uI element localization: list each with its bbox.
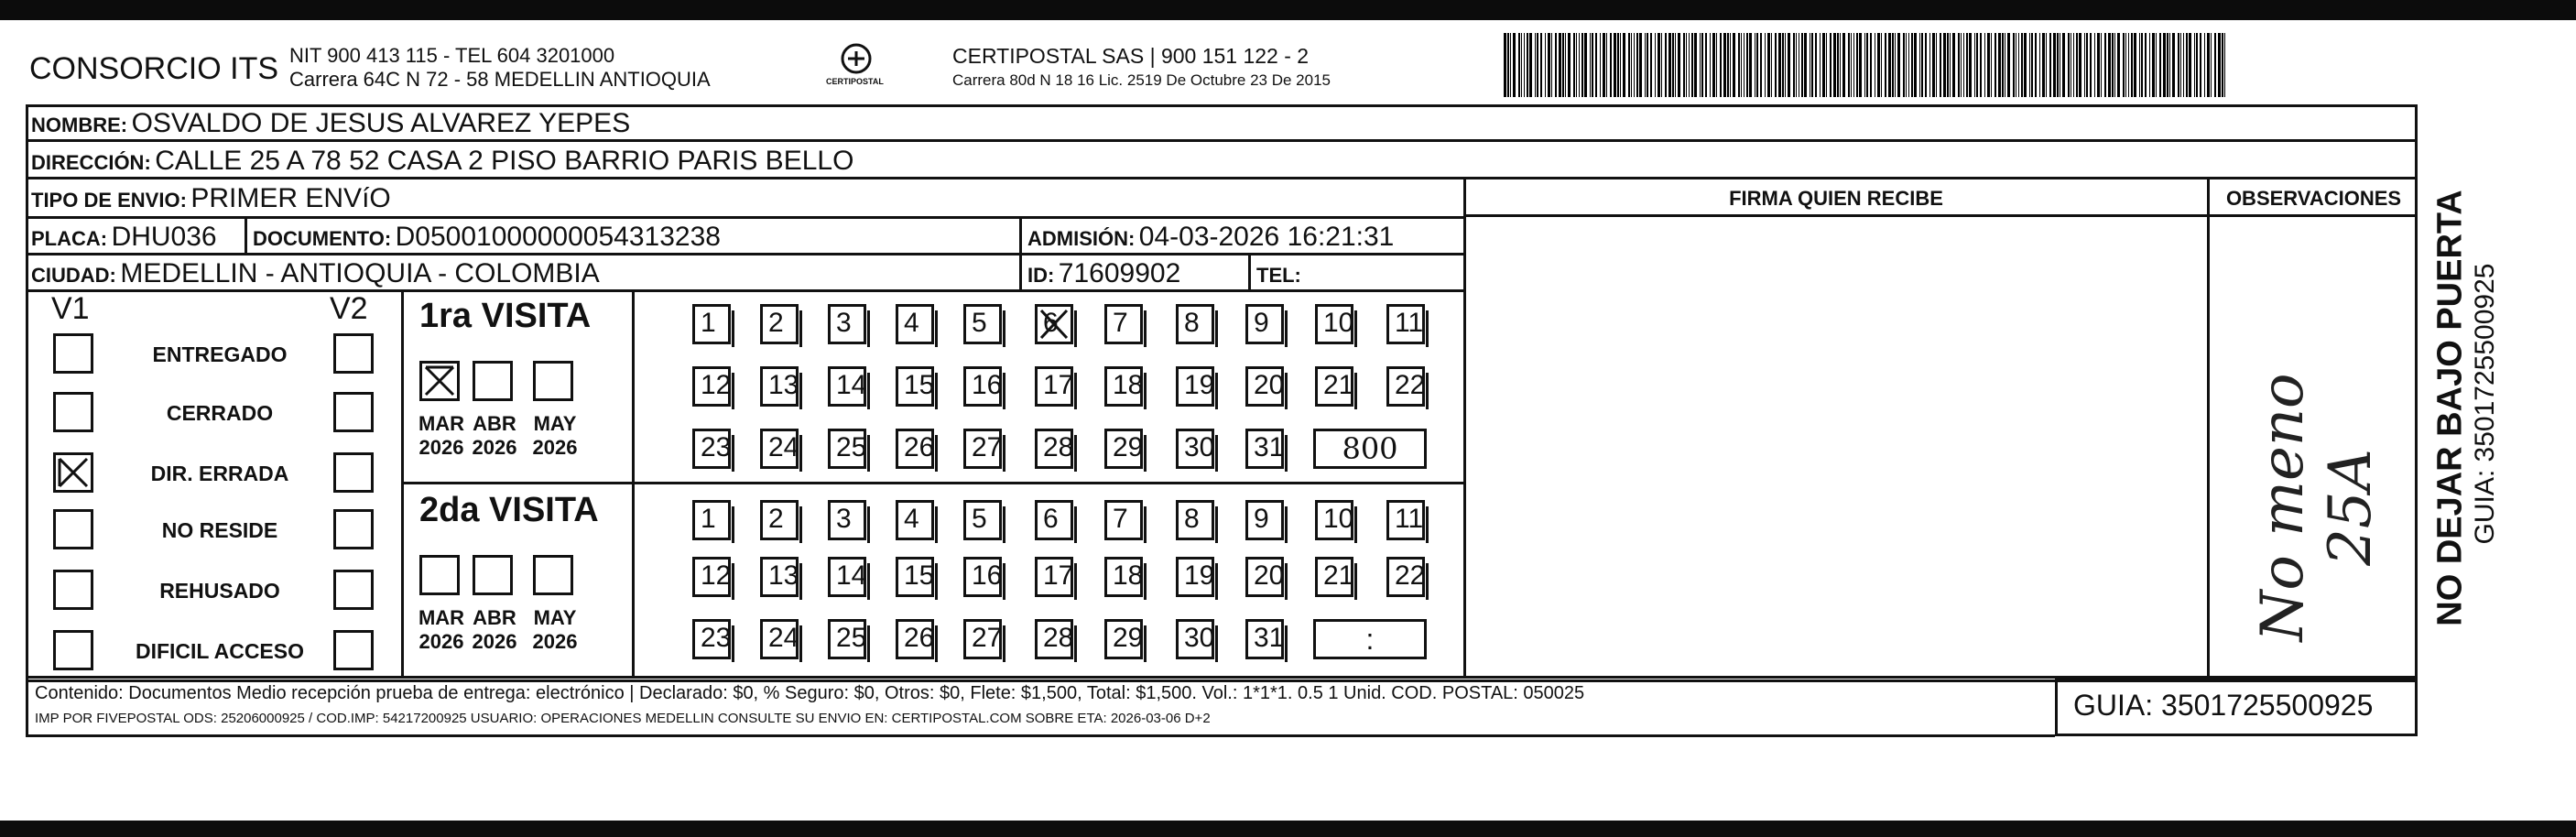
status-label-rehusado: REHUSADO bbox=[159, 579, 280, 603]
second-visit-day-8[interactable]: 8 bbox=[1176, 500, 1214, 540]
first-visit-day-7[interactable]: 7 bbox=[1104, 304, 1143, 344]
v2-header: V2 bbox=[330, 291, 368, 326]
first-visit-month-abr-checkbox[interactable] bbox=[473, 361, 513, 401]
first-visit-year-label: 2026 bbox=[532, 436, 578, 459]
first-visit-day-11[interactable]: 11 bbox=[1386, 304, 1425, 344]
second-visit-time-field[interactable]: : bbox=[1313, 619, 1427, 659]
second-visit-month-may-checkbox[interactable] bbox=[533, 555, 573, 595]
second-visit-day-21[interactable]: 21 bbox=[1315, 557, 1353, 597]
footer-guia: GUIA: 3501725500925 bbox=[2073, 689, 2374, 722]
id-label: ID: bbox=[1027, 264, 1055, 287]
first-visit-day-20[interactable]: 20 bbox=[1245, 366, 1284, 407]
status-label-no-reside: NO RESIDE bbox=[161, 518, 278, 542]
second-visit-day-29[interactable]: 29 bbox=[1104, 619, 1143, 659]
second-visit-day-26[interactable]: 26 bbox=[896, 619, 934, 659]
side-warning: NO DEJAR BAJO PUERTA bbox=[2430, 190, 2470, 626]
v2-checkbox-cerrado[interactable] bbox=[333, 392, 374, 432]
second-visit-day-10[interactable]: 10 bbox=[1315, 500, 1353, 540]
first-visit-day-24[interactable]: 24 bbox=[760, 429, 799, 469]
v1-checkbox-dir-errada[interactable] bbox=[53, 452, 93, 493]
admision-row bbox=[1027, 222, 1394, 253]
second-visit-day-4[interactable]: 4 bbox=[896, 500, 934, 540]
first-visit-day-28[interactable]: 28 bbox=[1035, 429, 1073, 469]
v2-checkbox-no-reside[interactable] bbox=[333, 509, 374, 549]
status-label-dificil-acceso: DIFICIL ACCESO bbox=[135, 639, 304, 663]
placa-label: PLACA: bbox=[31, 227, 108, 250]
firma-header: FIRMA QUIEN RECIBE bbox=[1729, 187, 1943, 210]
second-visit-day-1[interactable]: 1 bbox=[692, 500, 731, 540]
observaciones-header: OBSERVACIONES bbox=[2225, 187, 2402, 210]
placa-value: DHU036 bbox=[111, 222, 217, 252]
v1-checkbox-cerrado[interactable] bbox=[53, 392, 93, 432]
second-visit-day-7[interactable]: 7 bbox=[1104, 500, 1143, 540]
second-visit-day-25[interactable]: 25 bbox=[828, 619, 866, 659]
documento-label: DOCUMENTO: bbox=[253, 227, 392, 250]
first-visit-day-9[interactable]: 9 bbox=[1245, 304, 1284, 344]
nombre-label: NOMBRE: bbox=[31, 114, 128, 136]
first-visit-title: 1ra VISITA bbox=[419, 297, 592, 335]
footer-content: Contenido: Documentos Medio recepción prueba de entrega: electrónico | Declarado: $0, % Seguro: $0, Otros: $0, Flete: $1,500, Total: $1,500. Vol.: 1*1*1. 0.5 1 Unid. COD. POSTAL: 050025 bbox=[35, 683, 1585, 703]
first-visit-month-label: MAR bbox=[418, 412, 465, 435]
certipostal-license: Carrera 80d N 18 16 Lic. 2519 De Octubre 23 De 2015 bbox=[952, 71, 1331, 89]
v1-checkbox-entregado[interactable] bbox=[53, 333, 93, 374]
second-visit-day-22[interactable]: 22 bbox=[1386, 557, 1425, 597]
barcode bbox=[1504, 33, 2236, 97]
first-visit-day-27[interactable]: 27 bbox=[963, 429, 1002, 469]
tipo-value: PRIMER ENVíO bbox=[190, 183, 391, 213]
nombre-value: OSVALDO DE JESUS ALVAREZ YEPES bbox=[131, 108, 631, 138]
first-visit-day-19[interactable]: 19 bbox=[1176, 366, 1214, 407]
second-visit-title: 2da VISITA bbox=[419, 491, 599, 529]
second-visit-month-label: MAR bbox=[418, 606, 465, 629]
first-visit-day-25[interactable]: 25 bbox=[828, 429, 866, 469]
second-visit-month-label: MAY bbox=[533, 606, 577, 629]
first-visit-day-31[interactable]: 31 bbox=[1245, 429, 1284, 469]
direccion-label: DIRECCIÓN: bbox=[31, 151, 151, 174]
second-visit-day-2[interactable]: 2 bbox=[760, 500, 799, 540]
company-name: CONSORCIO ITS bbox=[29, 51, 279, 86]
company-nit: NIT 900 413 115 - TEL 604 3201000 bbox=[289, 44, 615, 67]
first-visit-day-12[interactable]: 12 bbox=[692, 366, 731, 407]
second-visit-day-9[interactable]: 9 bbox=[1245, 500, 1284, 540]
first-visit-day-22[interactable]: 22 bbox=[1386, 366, 1425, 407]
v1-checkbox-dificil-acceso[interactable] bbox=[53, 630, 93, 670]
first-visit-day-4[interactable]: 4 bbox=[896, 304, 934, 344]
first-visit-month-label: MAY bbox=[533, 412, 577, 435]
logo-text: CERTIPOSTAL bbox=[826, 77, 884, 86]
tipo-label: TIPO DE ENVIO: bbox=[31, 189, 187, 212]
second-visit-day-17[interactable]: 17 bbox=[1035, 557, 1073, 597]
first-visit-day-26[interactable]: 26 bbox=[896, 429, 934, 469]
observation-handwriting: No meno 25A bbox=[2249, 373, 2385, 642]
ciudad-row bbox=[31, 258, 600, 289]
second-visit-day-12[interactable]: 12 bbox=[692, 557, 731, 597]
v2-checkbox-dir-errada[interactable] bbox=[333, 452, 374, 493]
documento-value: D05001000000054313238 bbox=[395, 222, 721, 252]
first-visit-day-29[interactable]: 29 bbox=[1104, 429, 1143, 469]
id-value: 71609902 bbox=[1058, 258, 1181, 288]
second-visit-day-14[interactable]: 14 bbox=[828, 557, 866, 597]
v2-checkbox-rehusado[interactable] bbox=[333, 570, 374, 610]
second-visit-day-19[interactable]: 19 bbox=[1176, 557, 1214, 597]
second-visit-month-mar-checkbox[interactable] bbox=[419, 555, 460, 595]
first-visit-day-23[interactable]: 23 bbox=[692, 429, 731, 469]
first-visit-day-8[interactable]: 8 bbox=[1176, 304, 1214, 344]
second-visit-day-3[interactable]: 3 bbox=[828, 500, 866, 540]
tipo-row bbox=[31, 183, 391, 214]
tel-row bbox=[1256, 258, 1301, 289]
first-visit-day-3[interactable]: 3 bbox=[828, 304, 866, 344]
second-visit-day-6[interactable]: 6 bbox=[1035, 500, 1073, 540]
ciudad-value: MEDELLIN - ANTIOQUIA - COLOMBIA bbox=[120, 258, 600, 288]
first-visit-day-6[interactable]: 6 bbox=[1035, 304, 1073, 344]
side-guia: GUIA: 3501725500925 bbox=[2470, 263, 2500, 545]
tel-label: TEL: bbox=[1256, 264, 1301, 287]
second-visit-month-label: ABR bbox=[473, 606, 516, 629]
second-visit-year-label: 2026 bbox=[472, 630, 517, 653]
first-visit-year-label: 2026 bbox=[472, 436, 517, 459]
second-visit-day-31[interactable]: 31 bbox=[1245, 619, 1284, 659]
first-visit-day-1[interactable]: 1 bbox=[692, 304, 731, 344]
first-visit-day-14[interactable]: 14 bbox=[828, 366, 866, 407]
nombre-row bbox=[31, 108, 630, 139]
first-visit-day-18[interactable]: 18 bbox=[1104, 366, 1143, 407]
v2-checkbox-dificil-acceso[interactable] bbox=[333, 630, 374, 670]
second-visit-day-11[interactable]: 11 bbox=[1386, 500, 1425, 540]
first-visit-day-30[interactable]: 30 bbox=[1176, 429, 1214, 469]
v1-checkbox-no-reside[interactable] bbox=[53, 509, 93, 549]
footer-imp: IMP POR FIVEPOSTAL ODS: 25206000925 / COD.IMP: 54217200925 USUARIO: OPERACIONES MEDELLIN CONSULTE SU ENVIO EN: CERTIPOSTAL.COM SOBRE ETA: 2026-03-06 D+2 bbox=[35, 711, 1211, 726]
second-visit-day-28[interactable]: 28 bbox=[1035, 619, 1073, 659]
second-visit-day-20[interactable]: 20 bbox=[1245, 557, 1284, 597]
second-visit-month-abr-checkbox[interactable] bbox=[473, 555, 513, 595]
v1-checkbox-rehusado[interactable] bbox=[53, 570, 93, 610]
certipostal-logo-icon bbox=[824, 40, 888, 93]
documento-row bbox=[253, 222, 721, 253]
admision-label: ADMISIÓN: bbox=[1027, 227, 1136, 250]
first-visit-day-16[interactable]: 16 bbox=[963, 366, 1002, 407]
second-visit-day-18[interactable]: 18 bbox=[1104, 557, 1143, 597]
first-visit-day-13[interactable]: 13 bbox=[760, 366, 799, 407]
first-visit-month-label: ABR bbox=[473, 412, 516, 435]
direccion-value: CALLE 25 A 78 52 CASA 2 PISO BARRIO PARIS BELLO bbox=[155, 146, 854, 176]
second-visit-day-5[interactable]: 5 bbox=[963, 500, 1002, 540]
first-visit-day-5[interactable]: 5 bbox=[963, 304, 1002, 344]
first-visit-day-10[interactable]: 10 bbox=[1315, 304, 1353, 344]
second-visit-day-24[interactable]: 24 bbox=[760, 619, 799, 659]
first-visit-time-field[interactable]: 800 bbox=[1313, 429, 1427, 469]
second-visit-day-13[interactable]: 13 bbox=[760, 557, 799, 597]
signature-area[interactable] bbox=[1466, 217, 2207, 676]
bottom-border-strip bbox=[0, 821, 2576, 837]
status-label-cerrado: CERRADO bbox=[166, 401, 274, 425]
certipostal-name: CERTIPOSTAL SAS | 900 151 122 - 2 bbox=[952, 44, 1310, 68]
second-visit-year-label: 2026 bbox=[532, 630, 578, 653]
placa-row bbox=[31, 222, 217, 253]
second-visit-day-15[interactable]: 15 bbox=[896, 557, 934, 597]
first-visit-day-2[interactable]: 2 bbox=[760, 304, 799, 344]
first-visit-month-may-checkbox[interactable] bbox=[533, 361, 573, 401]
second-visit-day-16[interactable]: 16 bbox=[963, 557, 1002, 597]
second-visit-day-30[interactable]: 30 bbox=[1176, 619, 1214, 659]
id-row bbox=[1027, 258, 1180, 289]
first-visit-day-17[interactable]: 17 bbox=[1035, 366, 1073, 407]
company-address: Carrera 64C N 72 - 58 MEDELLIN ANTIOQUIA bbox=[289, 68, 711, 91]
first-visit-day-21[interactable]: 21 bbox=[1315, 366, 1353, 407]
direccion-row bbox=[31, 146, 853, 177]
first-visit-month-mar-checkbox[interactable] bbox=[419, 361, 460, 401]
v2-checkbox-entregado[interactable] bbox=[333, 333, 374, 374]
v1-header: V1 bbox=[51, 291, 90, 326]
first-visit-day-15[interactable]: 15 bbox=[896, 366, 934, 407]
top-border-strip bbox=[0, 0, 2576, 20]
status-label-entregado: ENTREGADO bbox=[152, 342, 288, 366]
second-visit-day-23[interactable]: 23 bbox=[692, 619, 731, 659]
admision-value: 04-03-2026 16:21:31 bbox=[1138, 222, 1395, 252]
second-visit-day-27[interactable]: 27 bbox=[963, 619, 1002, 659]
first-visit-year-label: 2026 bbox=[418, 436, 464, 459]
status-label-dir-errada: DIR. ERRADA bbox=[150, 462, 289, 485]
second-visit-year-label: 2026 bbox=[418, 630, 464, 653]
ciudad-label: CIUDAD: bbox=[31, 264, 116, 287]
